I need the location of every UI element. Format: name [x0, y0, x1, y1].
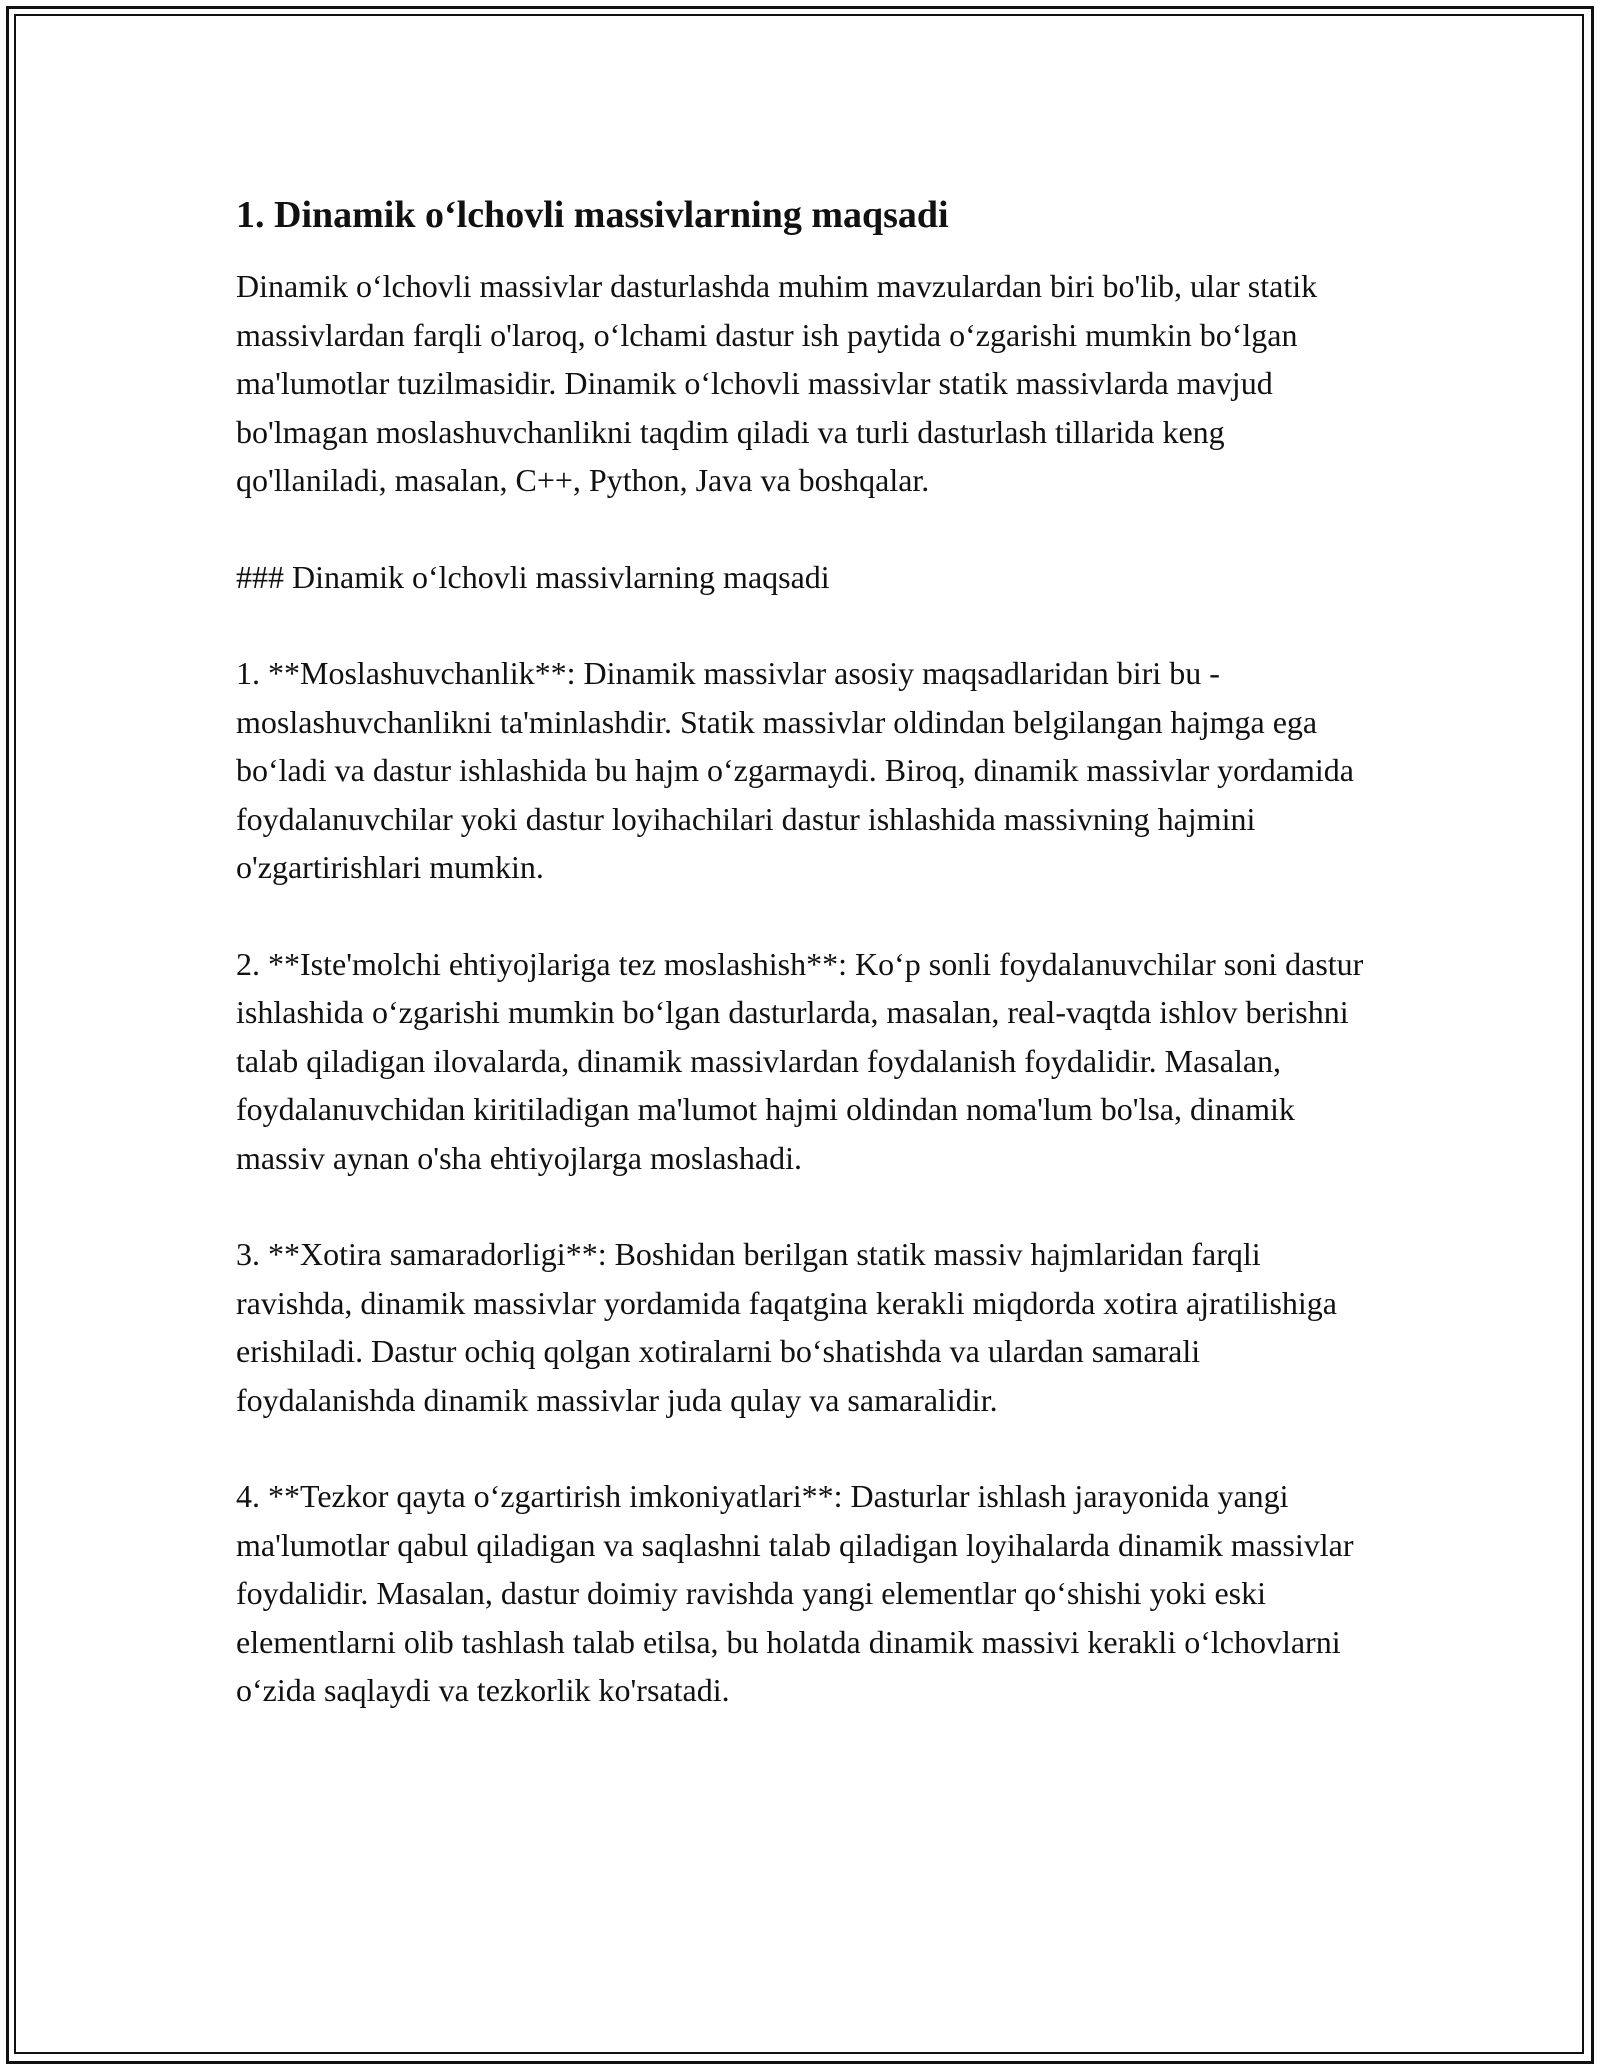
purpose-item-1: 1. **Moslashuvchanlik**: Dinamik massivlar asosiy maqsadlaridan biri bu - moslashuvchanlikni ta'minlashdir. Statik massivlar oldindan belgilangan hajmga ega bo‘ladi va dastur ishlashida bu hajm o‘zgarmaydi. Biroq, dinamik massivlar yordamida foydalanuvchilar yoki dastur loyihachilari dastur ishlashida massivning hajmini o'zgartirishlari mumkin.	[236, 655, 1354, 885]
purpose-item-2: 2. **Iste'molchi ehtiyojlariga tez moslashish**: Ko‘p sonli foydalanuvchilar soni dastur ishlashida o‘zgarishi mumkin bo‘lgan dasturlarda, masalan, real-vaqtda ishlov berishni talab qiladigan ilovalarda, dinamik massivlardan foydalanish foydalidir. Masalan, foydalanuvchidan kiritiladigan ma'lumot hajmi oldindan noma'lum bo'lsa, dinamik massiv aynan o'sha ehtiyojlarga moslashadi.	[236, 945, 1364, 1176]
intro-paragraph: Dinamik o‘lchovli massivlar dasturlashda muhim mavzulardan biri bo'lib, ular statik massivlardan farqli o'laroq, o‘lchami dastur ish paytida o‘zgarishi mumkin bo‘lgan ma'lumotlar tuzilmasidir. Dinamik o‘lchovli massivlar statik massivlarda mavjud bo'lmagan moslashuvchanlikni taqdim qiladi va turli dasturlash tillarida keng qo'llaniladi, masalan, C++, Python, Java va boshqalar.	[236, 268, 1318, 498]
section-heading-paragraph: ### Dinamik o‘lchovli massivlarning maqsadi	[236, 558, 830, 595]
document-content	[236, 186, 1376, 1715]
purpose-item-4: 4. **Tezkor qayta o‘zgartirish imkoniyatlari**: Dasturlar ishlash jarayonida yangi ma'lumotlar qabul qiladigan va saqlashni talab qiladigan loyihalarda dinamik massivlar foydalidir. Masalan, dastur doimiy ravishda yangi elementlar qo‘shishi yoki eski elementlarni olib tashlash talab etilsa, bu holatda dinamik massivi kerakli o‘lchovlarni o‘zida saqlaydi va tezkorlik ko'rsatadi.	[236, 1478, 1354, 1708]
purpose-item-3: 3. **Xotira samaradorligi**: Boshidan berilgan statik massiv hajmlaridan farqli ravishda, dinamik massivlar yordamida faqatgina kerakli miqdorda xotira ajratilishiga erishiladi. Dastur ochiq qolgan xotiralarni bo‘shatishda va ulardan samarali foydalanishda dinamik massivlar juda qulay va samaralidir.	[236, 1236, 1337, 1418]
document-title: 1. Dinamik o‘lchovli massivlarning maqsadi	[236, 194, 949, 236]
